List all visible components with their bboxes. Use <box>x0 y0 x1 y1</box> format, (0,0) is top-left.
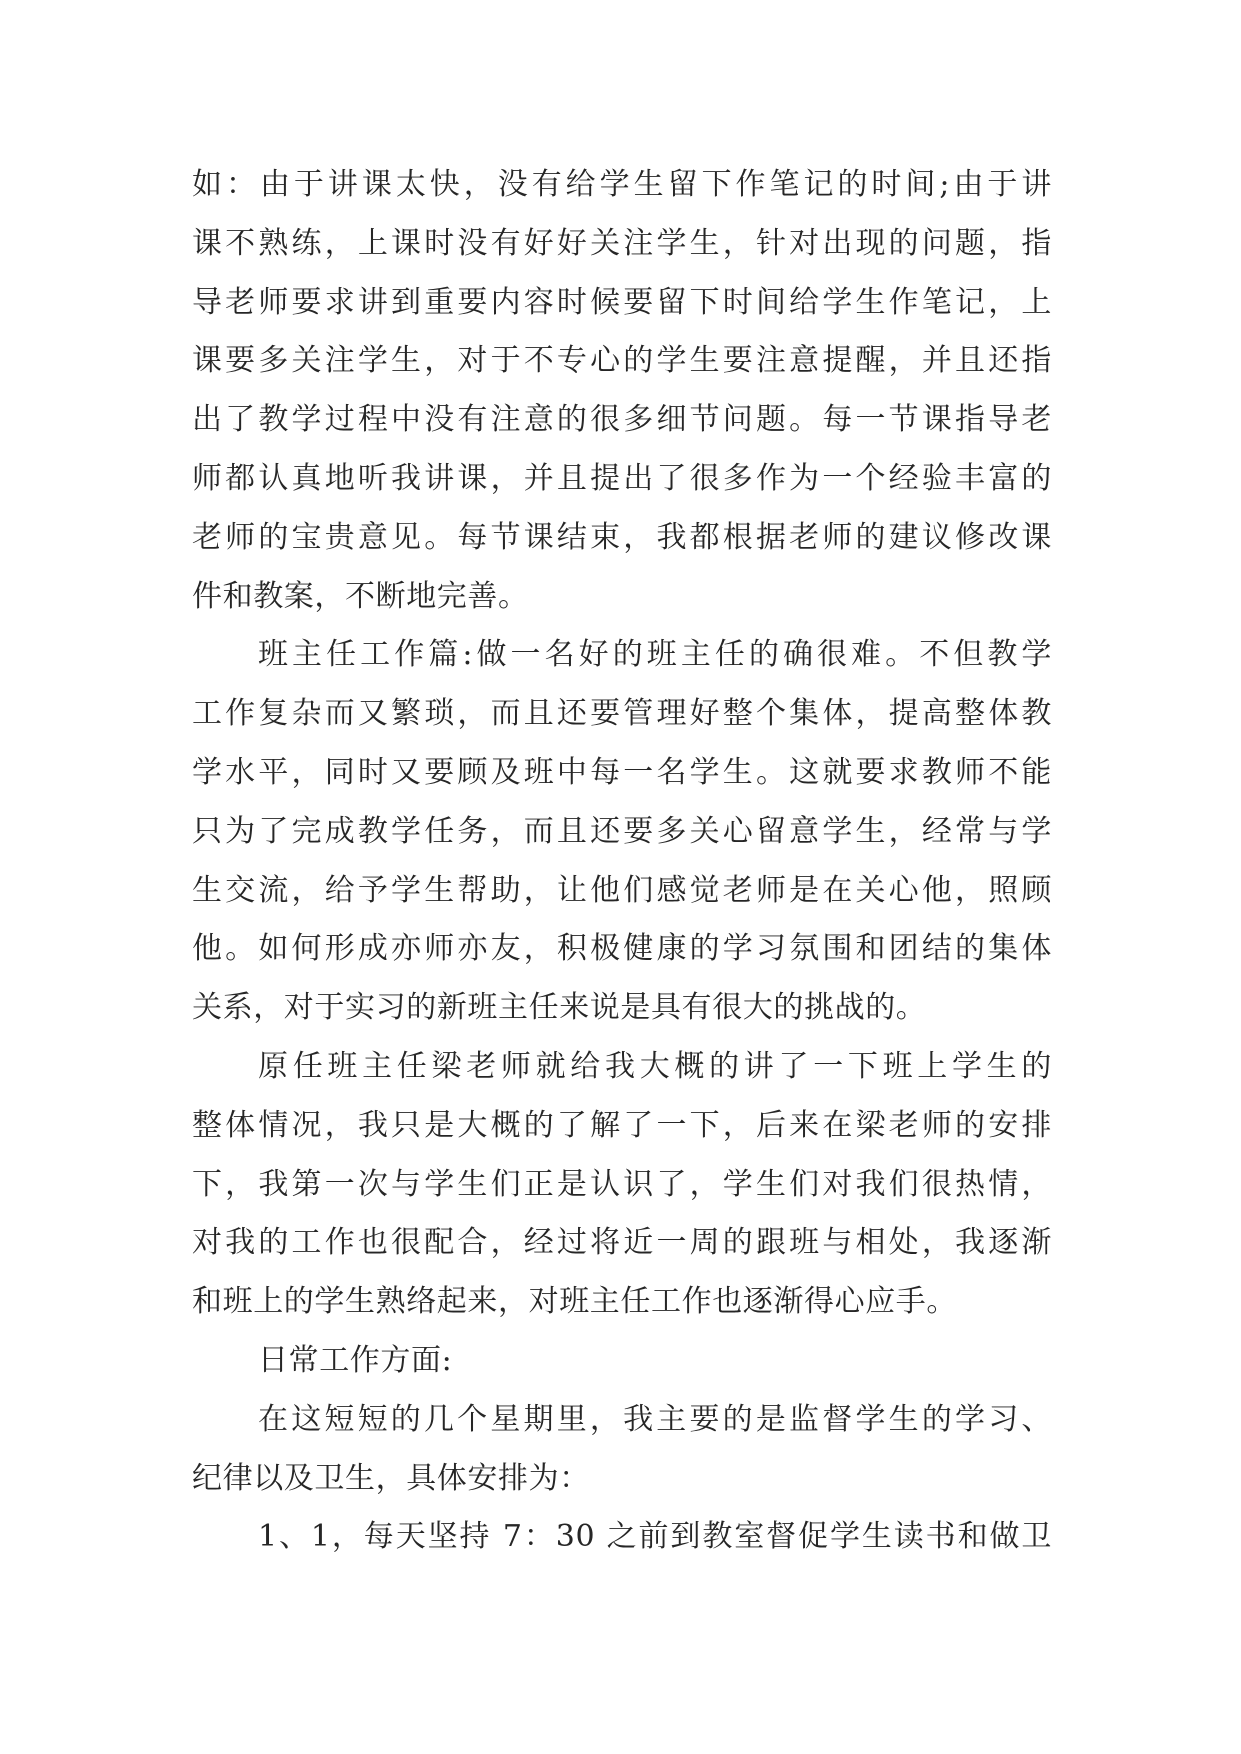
text-line: 下，我第一次与学生们正是认识了，学生们对我们很热情， <box>192 1166 1052 1202</box>
text-line: 1、1，每天坚持 7：30 之前到教室督促学生读书和做卫 <box>258 1519 1052 1555</box>
text-line: 和班上的学生熟络起来，对班主任工作也逐渐得心应手。 <box>192 1284 957 1320</box>
document-body <box>192 156 1052 1567</box>
text-line: 导老师要求讲到重要内容时候要留下时间给学生作笔记，上 <box>192 284 1052 320</box>
text-line: 件和教案，不断地完善。 <box>192 578 529 614</box>
text-line: 在这短短的几个星期里，我主要的是监督学生的学习、 <box>258 1401 1052 1437</box>
text-line: 师都认真地听我讲课，并且提出了很多作为一个经验丰富的 <box>192 460 1052 496</box>
text-line: 老师的宝贵意见。每节课结束，我都根据老师的建议修改课 <box>192 519 1052 555</box>
text-line: 原任班主任梁老师就给我大概的讲了一下班上学生的 <box>258 1048 1052 1084</box>
text-line: 如：由于讲课太快，没有给学生留下作笔记的时间;由于讲 <box>192 167 1052 202</box>
text-line: 出了教学过程中没有注意的很多细节问题。每一节课指导老 <box>192 402 1052 438</box>
text-line: 班主任工作篇:做一名好的班主任的确很难。不但教学 <box>258 637 1052 673</box>
text-line: 课不熟练，上课时没有好好关注学生，针对出现的问题，指 <box>192 225 1052 261</box>
text-line: 课要多关注学生，对于不专心的学生要注意提醒，并且还指 <box>192 343 1052 379</box>
text-line: 生交流，给予学生帮助，让他们感觉老师是在关心他，照顾 <box>192 872 1052 908</box>
text-line: 日常工作方面: <box>258 1342 453 1378</box>
text-line: 关系，对于实习的新班主任来说是具有很大的挑战的。 <box>192 990 927 1026</box>
text-line: 纪律以及卫生，具体安排为： <box>192 1460 590 1496</box>
text-line: 工作复杂而又繁琐，而且还要管理好整个集体，提高整体教 <box>192 696 1052 732</box>
text-line: 只为了完成教学任务，而且还要多关心留意学生，经常与学 <box>192 813 1052 849</box>
text-line: 学水平，同时又要顾及班中每一名学生。这就要求教师不能 <box>192 754 1052 790</box>
text-line: 整体情况，我只是大概的了解了一下，后来在梁老师的安排 <box>192 1107 1052 1143</box>
text-line: 对我的工作也很配合，经过将近一周的跟班与相处，我逐渐 <box>192 1225 1052 1261</box>
text-line: 他。如何形成亦师亦友，积极健康的学习氛围和团结的集体 <box>192 931 1052 967</box>
